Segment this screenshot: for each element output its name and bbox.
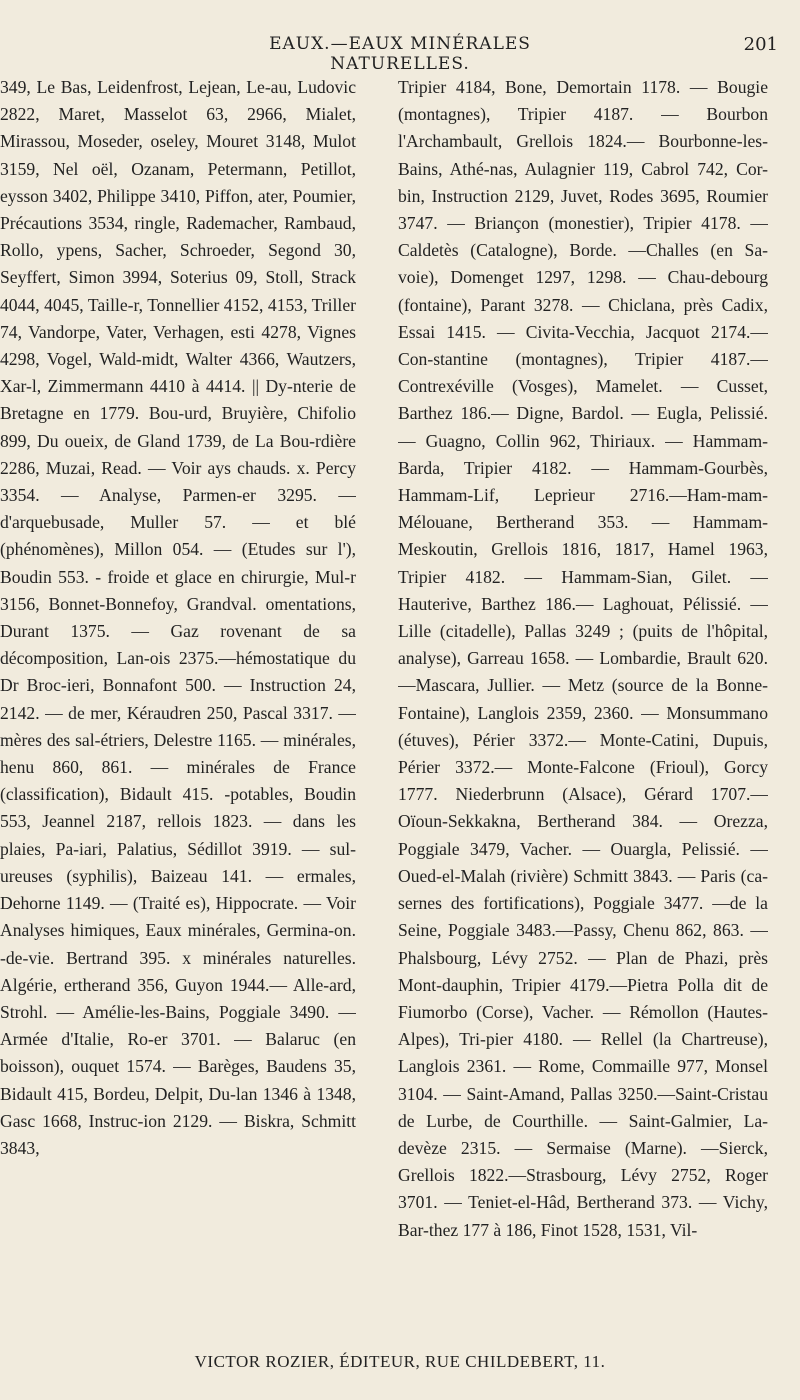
right-column [398,74,768,1344]
right-column-text: Tripier 4184, Bone, Demortain 1178. — Bougie (montagnes), Tripier 4187. — Bourbon l'Archambault, Grellois 1824.— Bourbonne-les-Bains, Athé-nas, Aulagnier 119, Cabrol 742, Cor-bin, Instruction 2129, Juvet, Rodes 3695, Roumier 3747. — Briançon (monestier), Tripier 4178. — Caldetès (Catalogne), Borde. —Challes (en Sa-voie), Domenget 1297, 1298. — Chau-debourg (fontaine), Parant 3278. — Chiclana, près Cadix, Essai 1415. — Civita-Vecchia, Jacquot 2174.—Con-stantine (montagnes), Tripier 4187.— Contrexéville (Vosges), Mamelet. — Cusset, Barthez 186.— Digne, Bardol. — Eugla, Pelissié. — Guagno, Collin 962, Thiriaux. — Hammam-Barda, Tripier 4182. — Hammam-Gourbès, Hammam-Lif, Leprieur 2716.—Ham-mam-Mélouane, Bertherand 353. — Hammam-Meskoutin, Grellois 1816, 1817, Hamel 1963, Tripier 4182. — Hammam-Sian, Gilet. — Hauterive, Barthez 186.— Laghouat, Pélissié. — Lille (citadelle), Pallas 3249 ; (puits de l'hôpital, analyse), Garreau 1658. — Lombardie, Brault 620.—Mascara, Jullier. — Metz (source de la Bonne-Fontaine), Langlois 2359, 2360. — Monsummano (étuves), Périer 3372.— Monte-Catini, Dupuis, Périer 3372.— Monte-Falcone (Frioul), Gorcy 1777. Niederbrunn (Alsace), Gérard 1707.— Oïoun-Sekkakna, Bertherand 384. — Orezza, Poggiale 3479, Vacher. — Ouargla, Pelissié. — Oued-el-Malah (rivière) Schmitt 3843. — Paris (ca-sernes des fortifications), Poggiale 3477. —de la Seine, Poggiale 3483.—Passy, Chenu 862, 863. — Phalsbourg, Lévy 2752. — Plan de Phazi, près Mont-dauphin, Tripier 4179.—Pietra Polla dit de Fiumorbo (Corse), Vacher. — Rémollon (Hautes-Alpes), Tri-pier 4180. — Rellel (la Chartreuse), Langlois 2361. — Rome, Commaille 977, Monsel 3104. — Saint-Amand, Pallas 3250.—Saint-Cristau de Lurbe, de Courthille. — Saint-Galmier, La-devèze 2315. — Sermaise (Marne). —Sierck, Grellois 1822.—Strasbourg, Lévy 2752, Roger 3701. — Teniet-el-Hâd, Bertherand 373. — Vichy, Bar-thez 177 à 186, Finot 1528, 1531, Vil- [398,77,768,1240]
publisher-footer: VICTOR ROZIER, ÉDITEUR, RUE CHILDEBERT, 11. [194,1352,606,1371]
left-column-text: 349, Le Bas, Leidenfrost, Lejean, Le-au, Ludovic 2822, Maret, Masselot 63, 2966, Mialet, Mirassou, Moseder, oseley, Mouret 3148, Mulot 3159, Nel oël, Ozanam, Petermann, Petillot, eysson 3402, Philippe 3410, Piffon, ater, Poumier, Précautions 3534, ringle, Rademacher, Rambaud, Rollo, ypens, Sacher, Schroeder, Segond 30, Seyffert, Simon 3994, Soterius 09, Stoll, Strack 4044, 4045, Taille-r, Tonnellier 4152, 4153, Triller 74, Vandorpe, Vater, Verhagen, esti 4278, Vignes 4298, Vogel, Wald-midt, Walter 4366, Wautzers, Xar-l, Zimmermann 4410 à 4414. || Dy-nterie de Bretagne en 1779. Bou-urd, Bruyière, Chifolio 899, Du oueix, de Gland 1739, de La Bou-rdière 2286, Muzai, Read. — Voir ays chauds. x. Percy 3354. — Analyse, Parmen-er 3295. — d'arquebusade, Muller 57. — et blé (phénomènes), Millon 054. — (Etudes sur l'), Boudin 553. - froide et glace en chirurgie, Mul-r 3156, Bonnet-Bonnefoy, Grandval. omentations, Durant 1375. — Gaz rovenant de sa décomposition, Lan-ois 2375.—hémostatique du Dr Broc-ieri, Bonnafont 500. — Instruction 24, 2142. — de mer, Kéraudren 250, Pascal 3317. — mères des sal-étriers, Delestre 1165. — minérales, henu 860, 861. — minérales de France (classification), Bidault 415. -potables, Boudin 553, Jeannel 2187, rellois 1823. — dans les plaies, Pa-iari, Palatius, Sédillot 3919. — sul-ureuses (syphilis), Baizeau 141. — ermales, Dehorne 1149. — (Traité es), Hippocrate. — Voir Analyses himiques, Eaux minérales, Germina-on. -de-vie. Bertrand 395. x minérales naturelles. Algérie, ertherand 356, Guyon 1944.— Alle-ard, Strohl. — Amélie-les-Bains, Poggiale 3490. — Armée d'Italie, Ro-er 3701. — Balaruc (en boisson), ouquet 1574. — Barèges, Baudens 35, Bidault 415, Bordeu, Delpit, Du-lan 1346 à 1348, Gasc 1668, Instruc-ion 2129. — Biskra, Schmitt 3843, [0,77,356,1158]
running-title: EAUX.—EAUX MINÉRALES NATURELLES. [269,34,531,74]
left-column [0,74,356,1344]
page-header [0,20,800,74]
page-number: 201 [743,34,778,55]
